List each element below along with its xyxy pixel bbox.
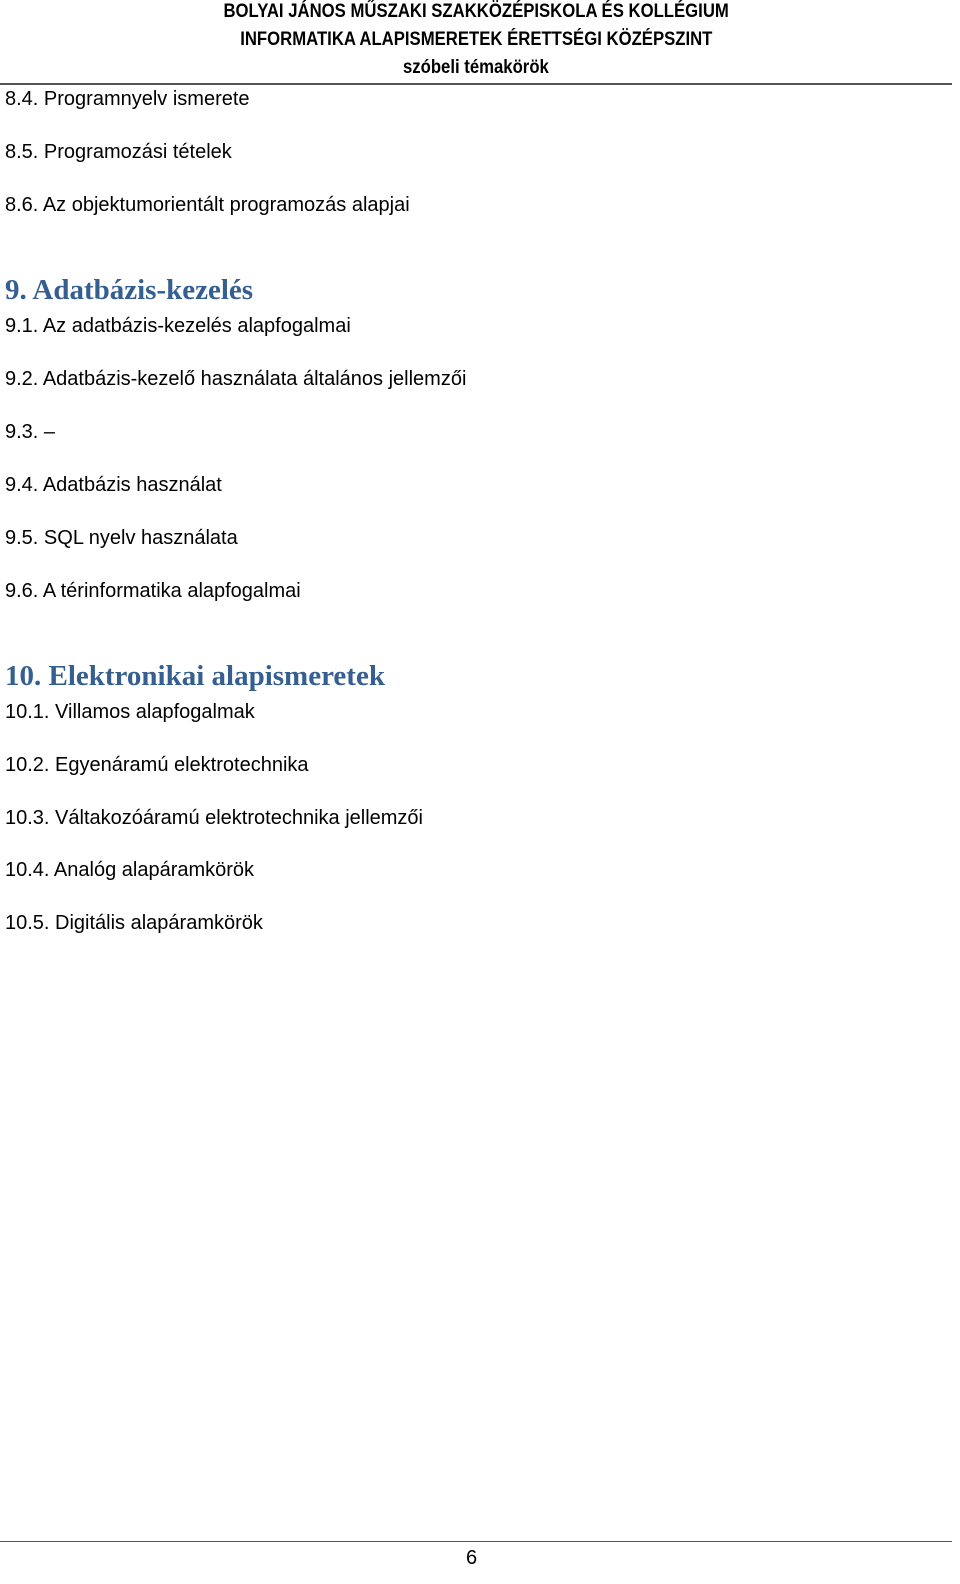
list-item: 9.4. Adatbázis használat	[5, 474, 222, 496]
list-item: 9.6. A térinformatika alapfogalmai	[5, 580, 301, 602]
section-heading: 9. Adatbázis-kezelés	[5, 274, 254, 306]
page-number: 6	[466, 1547, 478, 1569]
list-item: 9.1. Az adatbázis-kezelés alapfogalmai	[5, 315, 351, 337]
list-item: 10.2. Egyenáramú elektrotechnika	[5, 754, 309, 776]
header-school	[0, 0, 952, 24]
list-item: 10.1. Villamos alapfogalmak	[5, 701, 255, 723]
list-item: 9.3. –	[5, 421, 56, 443]
header-subtitle-text: szóbeli témakörök	[403, 57, 549, 78]
list-item: 8.5. Programozási tételek	[5, 141, 232, 163]
header-subject	[0, 28, 952, 52]
list-item: 9.2. Adatbázis-kezelő használata általános jellemzői	[5, 368, 467, 390]
header-divider	[0, 83, 952, 85]
header-subtitle	[0, 56, 952, 80]
list-item: 8.4. Programnyelv ismerete	[5, 88, 250, 110]
list-item: 10.5. Digitális alapáramkörök	[5, 912, 263, 934]
header-school-text: BOLYAI JÁNOS MŰSZAKI SZAKKÖZÉPISKOLA ÉS KOLLÉGIUM	[223, 1, 729, 22]
footer-divider	[0, 1541, 952, 1542]
header-subject-text: INFORMATIKA ALAPISMERETEK ÉRETTSÉGI KÖZÉPSZINT	[239, 29, 713, 50]
list-item: 9.5. SQL nyelv használata	[5, 527, 238, 549]
list-item: 10.3. Váltakozóáramú elektrotechnika jellemzői	[5, 807, 423, 829]
list-item: 8.6. Az objektumorientált programozás alapjai	[5, 194, 410, 216]
section-heading: 10. Elektronikai alapismeretek	[5, 660, 385, 692]
list-item: 10.4. Analóg alapáramkörök	[5, 859, 255, 881]
